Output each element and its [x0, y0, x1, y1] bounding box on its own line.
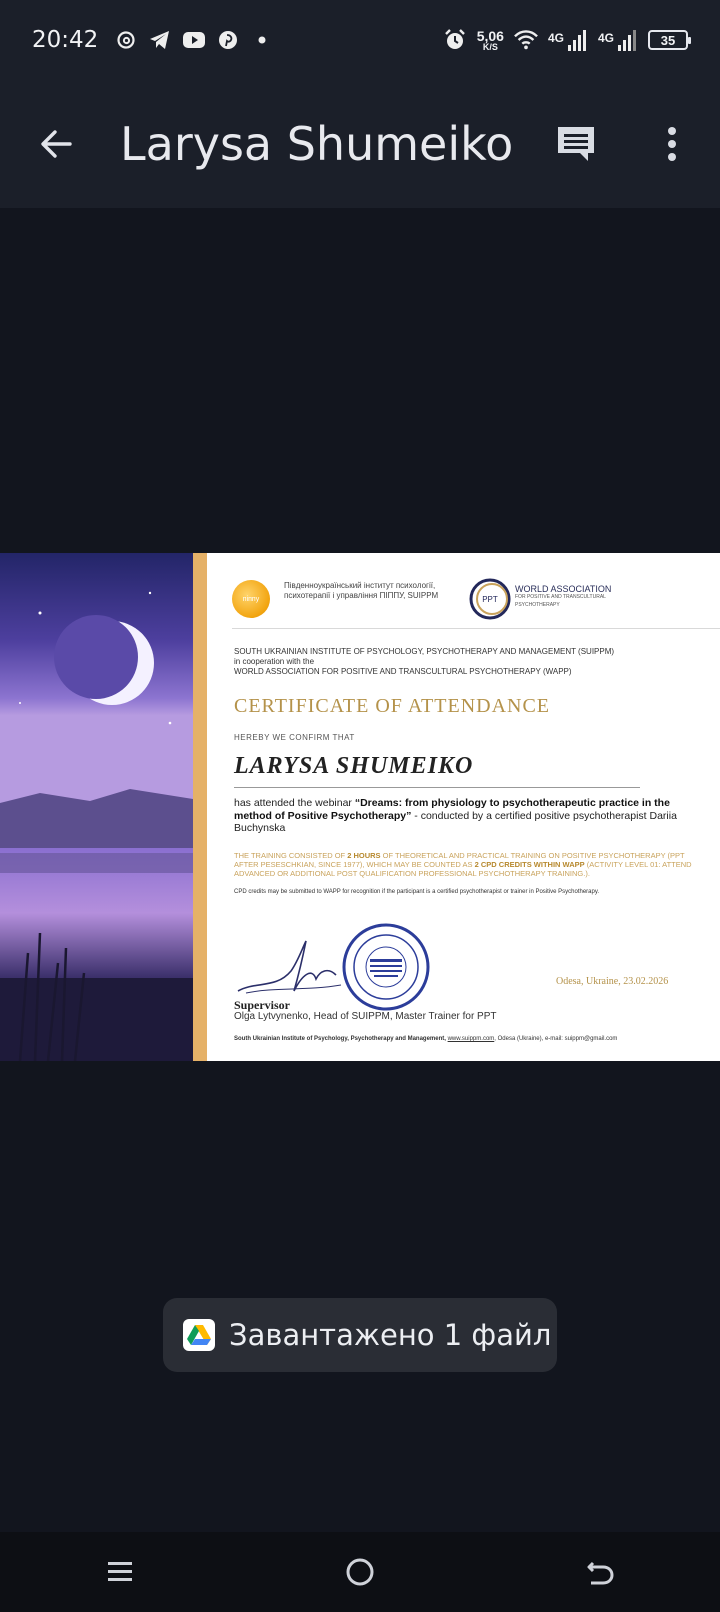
- back-nav-button[interactable]: [570, 1542, 630, 1602]
- recipient-name: LARYSA SHUMEIKO: [234, 753, 474, 779]
- accent-bar: [193, 553, 207, 1061]
- more-notifications-dot-icon: [250, 28, 274, 52]
- alarm-icon: [443, 28, 467, 52]
- recents-menu-icon: [106, 1558, 134, 1586]
- youtube-icon: [182, 28, 206, 52]
- comments-button[interactable]: [548, 116, 604, 172]
- google-drive-icon: [183, 1319, 215, 1351]
- more-vert-icon: [666, 126, 678, 162]
- comment-icon: [555, 123, 597, 165]
- certificate-logos: [232, 575, 702, 625]
- signal-bars-icon: [568, 29, 588, 51]
- training-details: THE TRAINING CONSISTED OF 2 HOURS OF THEORETICAL AND PRACTICAL TRAINING ON POSITIVE PSYCHOTHERAPY (PPT AFTER PESESCHKIAN, SINCE 1977), WHICH MAY BE COUNTED AS 2 CPD CREDITS WITHIN WAPP (ACTIVITY LEVEL 01: ATTEND ADVANCED OR ADDITIONAL POST QUALIFICATION PROFESSIONAL PSYCHOTHERAPY TRAINING.).: [234, 851, 692, 878]
- certificate-page[interactable]: [0, 553, 720, 1061]
- document-title: Larysa Shumeiko: [120, 117, 514, 171]
- more-options-button[interactable]: [644, 116, 700, 172]
- supervisor-name: Olga Lytvynenko, Head of SUIPPM, Master Trainer for PPT: [234, 1011, 497, 1022]
- name-underline: [234, 787, 640, 788]
- telegram-icon: [148, 28, 172, 52]
- system-navigation-bar: [0, 1532, 720, 1612]
- supervisor-label: Supervisor: [234, 998, 291, 1012]
- suippm-logo: піппу: [232, 580, 270, 618]
- certificate-title: CERTIFICATE OF ATTENDANCE: [234, 695, 551, 717]
- status-bar: [0, 0, 720, 80]
- toast-message: Завантажено 1 файл: [229, 1318, 552, 1352]
- status-right: [443, 28, 688, 52]
- pinterest-icon: [216, 28, 240, 52]
- back-button[interactable]: [26, 114, 86, 174]
- certificate-footer: South Ukrainian Institute of Psychology, Psychotherapy and Management, www.suippm.com, Odesa (Ukraine), e-mail: suippm@gmail.com: [234, 1036, 618, 1042]
- svg-text:PPT: PPT: [482, 595, 498, 604]
- network-speed: 5,06 K/S: [476, 27, 504, 52]
- cell-signal-2: 4G: [598, 29, 638, 51]
- attendance-statement: has attended the webinar “Dreams: from physiology to psychotherapeutic practice in the method of Positive Psychotherapy” - conducted by a certified positive psychotherapist Dariia Buchynska: [234, 797, 677, 834]
- status-time: 20:42: [32, 27, 99, 53]
- battery-level: 35: [660, 32, 676, 48]
- app-bar: [0, 80, 720, 208]
- home-circle-icon: [345, 1557, 375, 1587]
- wifi-icon: [514, 28, 538, 52]
- recents-button[interactable]: [90, 1542, 150, 1602]
- back-return-icon: [585, 1557, 615, 1587]
- threads-icon: [114, 28, 138, 52]
- back-arrow-icon: [38, 126, 74, 162]
- home-button[interactable]: [330, 1542, 390, 1602]
- signature-icon: [236, 931, 346, 1001]
- battery-icon: [648, 30, 688, 50]
- official-stamp-icon: [340, 921, 432, 1013]
- signal-bars-icon: [618, 29, 638, 51]
- cell-signal-1: 4G: [548, 29, 588, 51]
- footer-website-link[interactable]: www.suippm.com: [447, 1036, 495, 1042]
- suippm-logo-text: Південноукраїнський інститут психології, психотерапії і управління ПІППУ, SUIPPM: [284, 581, 439, 600]
- download-toast: [163, 1298, 557, 1372]
- cpd-note: CPD credits may be submitted to WAPP for recognition if the participant is a certified psychotherapist or trainer in Positive Psychotherapy.: [234, 889, 600, 895]
- divider: [232, 628, 720, 629]
- hereby-text: HEREBY WE CONFIRM THAT: [234, 733, 355, 742]
- wapp-logo: [468, 577, 512, 621]
- wapp-logo-text: WORLD ASSOCIATION FOR POSITIVE AND TRANSCULTURAL PSYCHOTHERAPY: [515, 584, 612, 608]
- place-date: Odesa, Ukraine, 23.02.2026: [556, 976, 669, 987]
- night-landscape-image: [0, 553, 193, 1061]
- organization-block: SOUTH UKRAINIAN INSTITUTE OF PSYCHOLOGY, PSYCHOTHERAPY AND MANAGEMENT (SUIPPM) in cooperation with the WORLD ASSOCIATION FOR POSITIVE AND TRANSCULTURAL PSYCHOTHERAPY (WAPP): [234, 647, 615, 676]
- notification-icons: [114, 28, 274, 52]
